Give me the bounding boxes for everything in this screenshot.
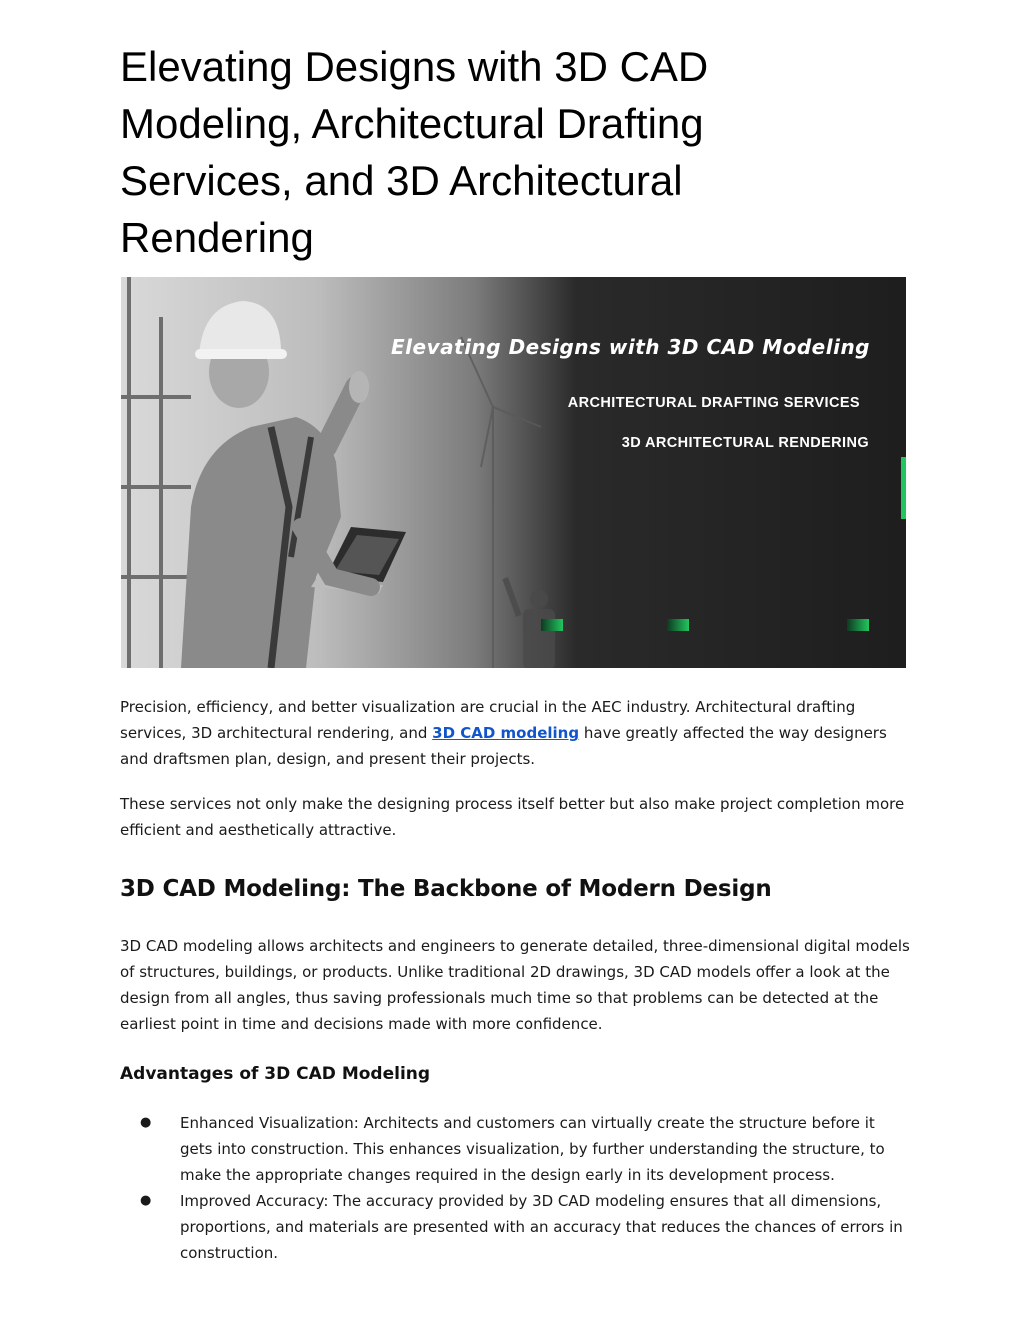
list-item <box>120 1110 910 1188</box>
intro-text-before-link: Precision, efficiency, and better visualization are crucial in the AEC industry. Architectural drafting services, 3D architectural rendering, and <box>120 698 856 742</box>
bullet-icon: ● <box>140 1115 152 1130</box>
intro-text-after-link: have greatly affected the way designers and draftsmen plan, design, and present their projects. <box>120 724 887 768</box>
banner-accent-dash <box>667 619 689 631</box>
banner-subtitle-drafting: ARCHITECTURAL DRAFTING SERVICES <box>567 395 860 411</box>
3d-cad-modeling-link[interactable]: 3D CAD modeling <box>432 724 580 742</box>
list-item <box>120 1188 910 1266</box>
advantages-list <box>120 1110 910 1266</box>
services-paragraph: These services not only make the designing process itself better but also make project completion more efficient and aesthetically attractive. <box>120 795 905 839</box>
banner-headline: Elevating Designs with 3D CAD Modeling <box>391 335 870 359</box>
list-item-text: Improved Accuracy: The accuracy provided by 3D CAD modeling ensures that all dimensions, proportions, and materials are presented with an accuracy that reduces the chances of errors in construction. <box>180 1192 903 1262</box>
banner-subtitle-rendering: 3D ARCHITECTURAL RENDERING <box>621 435 869 451</box>
intro-paragraph <box>120 694 910 772</box>
advantages-heading: Advantages of 3D CAD Modeling <box>120 1064 431 1084</box>
hero-banner-image <box>121 277 906 668</box>
section-heading: 3D CAD Modeling: The Backbone of Modern Design <box>120 876 772 902</box>
banner-accent-dash <box>541 619 563 631</box>
banner-accent-bar <box>901 457 906 519</box>
bullet-icon: ● <box>140 1193 152 1208</box>
list-item-text: Enhanced Visualization: Architects and customers can virtually create the structure before it gets into construction. This enhances visualization, by further understanding the structure, to make the appropriate changes required in the design early in its development process. <box>180 1114 885 1184</box>
banner-accent-dash <box>847 619 869 631</box>
section-body-paragraph: 3D CAD modeling allows architects and engineers to generate detailed, three-dimensional digital models of structures, buildings, or products. Unlike traditional 2D drawings, 3D CAD models offer a look at the design from all angles, thus saving professionals much time so that problems can be detected at the earliest point in time and decisions made with more confidence. <box>120 937 910 1033</box>
document-title: Elevating Designs with 3D CAD Modeling, Architectural Drafting Services, and 3D Architectural Rendering <box>120 43 709 261</box>
